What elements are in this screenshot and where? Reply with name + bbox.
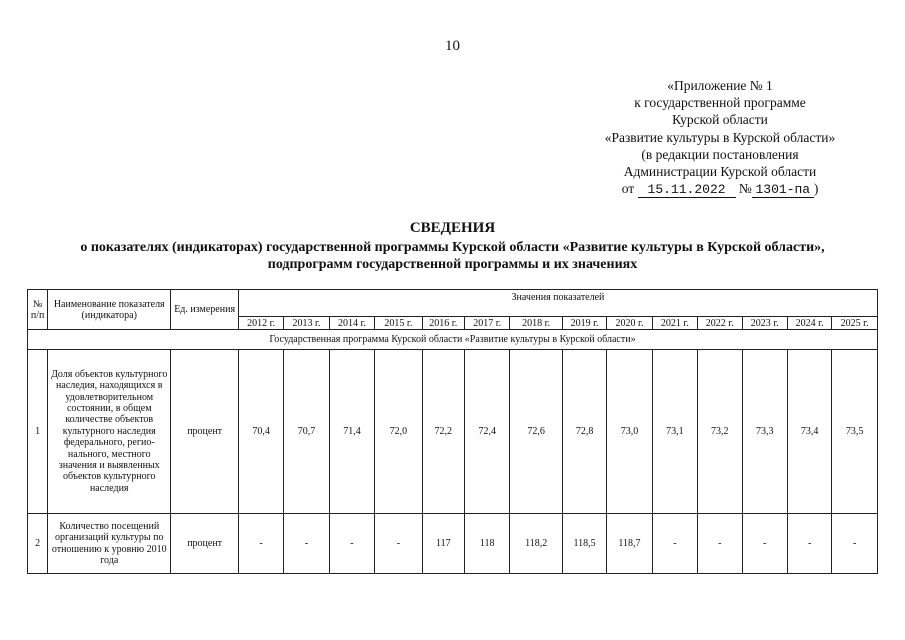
year-header: 2021 г. xyxy=(652,317,697,330)
row-value: 71,4 xyxy=(329,350,374,514)
year-header: 2015 г. xyxy=(375,317,422,330)
decree-date: 15.11.2022 xyxy=(638,183,736,198)
date-prefix: от xyxy=(621,181,635,197)
row-value: 118,7 xyxy=(607,514,652,574)
row-value: 70,4 xyxy=(238,350,283,514)
row-value: - xyxy=(375,514,422,574)
row-value: 73,5 xyxy=(832,350,878,514)
row-value: 73,4 xyxy=(787,350,831,514)
row-value: 72,0 xyxy=(375,350,422,514)
row-value: 72,2 xyxy=(422,350,464,514)
year-header: 2023 г. xyxy=(742,317,787,330)
table-row xyxy=(28,514,878,574)
row-value: 70,7 xyxy=(284,350,329,514)
indicators-table xyxy=(27,289,878,574)
row-value: - xyxy=(329,514,374,574)
appendix-date-line xyxy=(560,180,880,198)
appendix-line: к государственной программе xyxy=(634,95,806,111)
document-title: СВЕДЕНИЯ xyxy=(409,220,496,236)
row-value: 118,5 xyxy=(562,514,606,574)
year-header: 2016 г. xyxy=(422,317,464,330)
row-value: - xyxy=(652,514,697,574)
row-num: 2 xyxy=(28,514,48,574)
row-value: 72,4 xyxy=(464,350,509,514)
row-value: - xyxy=(284,514,329,574)
row-value: - xyxy=(698,514,742,574)
row-value: 117 xyxy=(422,514,464,574)
appendix-line: (в редакции постановления xyxy=(641,146,799,162)
appendix-block xyxy=(560,77,880,198)
table-row xyxy=(28,350,878,514)
header-unit: Ед. измерения xyxy=(171,290,239,330)
program-row: Государственная программа Курской области «Развитие культуры в Курской области» xyxy=(28,330,878,350)
row-value: 72,6 xyxy=(510,350,562,514)
row-value: 118 xyxy=(464,514,509,574)
year-header: 2020 г. xyxy=(607,317,652,330)
year-header: 2013 г. xyxy=(284,317,329,330)
header-values-group: Значения показателей xyxy=(238,290,877,317)
year-header: 2019 г. xyxy=(562,317,606,330)
row-value: - xyxy=(787,514,831,574)
year-header: 2022 г. xyxy=(698,317,742,330)
appendix-line: «Развитие культуры в Курской области» xyxy=(604,129,836,145)
document-subtitle: о показателях (индикаторах) государственной программы Курской области «Развитие культуры в Курской области», подпрограмм государственной программы и их значениях xyxy=(80,240,825,272)
decree-number: 1301-па xyxy=(752,183,814,198)
row-unit: процент xyxy=(171,514,239,574)
appendix-line: «Приложение № 1 xyxy=(667,78,773,93)
page-number: 10 xyxy=(445,38,460,54)
year-header: 2017 г. xyxy=(464,317,509,330)
row-num: 1 xyxy=(28,350,48,514)
year-header: 2012 г. xyxy=(238,317,283,330)
row-value: - xyxy=(832,514,878,574)
row-indicator-name: Количество посещений организаций культуры по отношению к уровню 2010 года xyxy=(48,514,171,574)
appendix-line: Администрации Курской области xyxy=(623,164,817,180)
row-value: 73,0 xyxy=(607,350,652,514)
year-header: 2018 г. xyxy=(510,317,562,330)
row-value: - xyxy=(238,514,283,574)
row-value: 72,8 xyxy=(562,350,606,514)
year-header: 2025 г. xyxy=(832,317,878,330)
header-name: Наименование показателя (индикатора) xyxy=(48,290,171,330)
row-value: 73,3 xyxy=(742,350,787,514)
year-header: 2014 г. xyxy=(329,317,374,330)
closing-bracket: ) xyxy=(813,181,819,197)
appendix-line: Курской области xyxy=(672,112,768,128)
year-header: 2024 г. xyxy=(787,317,831,330)
row-value: 73,1 xyxy=(652,350,697,514)
row-unit: процент xyxy=(171,350,239,514)
row-value: - xyxy=(742,514,787,574)
row-value: 118,2 xyxy=(510,514,562,574)
number-prefix: № xyxy=(738,181,752,197)
row-indicator-name: Доля объектов культурного наследия, находящихся в удовлетворительном состоянии, в общем количестве объектов культурного наследия федерального, регио-нального, местного значения и выявленных объектов культурного наследия xyxy=(48,350,171,514)
row-value: 73,2 xyxy=(698,350,742,514)
header-num: № п/п xyxy=(28,290,48,330)
